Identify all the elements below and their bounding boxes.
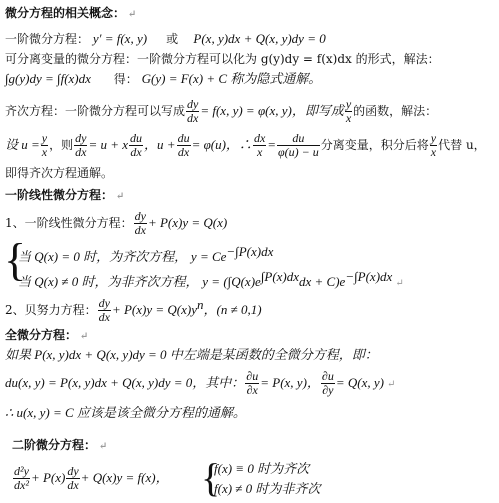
frac-du-dx-2 [177, 132, 191, 159]
homogeneous-conclusion: 即得齐次方程通解。 [5, 166, 114, 180]
set-u-prefix: 设 u = [5, 137, 40, 152]
separable-eq-line [5, 70, 321, 88]
homogeneous-text-start: 齐次方程：一阶微分方程可以写成 [5, 104, 186, 118]
frac-pu-py [321, 370, 335, 397]
exact-line2-eq2: = Q(x, y) [335, 375, 384, 390]
left-brace-icon: { [4, 234, 27, 285]
exact-line2 [5, 368, 395, 400]
linear-case1-exp: −∫P(x)dx [226, 244, 274, 259]
bernoulli-cond: ，(n ≠ 0,1) [203, 302, 262, 317]
exact-title: 全微分方程： [5, 328, 78, 342]
eq-u3: = φ(u)，∴ [191, 137, 252, 152]
second-order-case1 [214, 460, 309, 478]
frac-den: dx [67, 478, 79, 492]
frac-den: dx [98, 310, 110, 324]
frac-dy-dx-5 [66, 465, 79, 492]
frac-num: dy [134, 209, 146, 223]
bernoulli-eq: + P(x)y = Q(x)y [111, 302, 197, 317]
second-order-case2-text: f(x) ≠ 0 时为非齐次 [214, 481, 321, 496]
return-mark-icon: ↵ [99, 441, 108, 452]
frac-den: dx [177, 145, 190, 159]
frac-den: dx [134, 223, 146, 237]
frac-den: ∂y [322, 383, 334, 397]
separable-text: 可分离变量的微分方程：一阶微分方程可以化为 g(y)dy = f(x)dx 的形式，解法： [5, 52, 440, 66]
separable-line [5, 50, 440, 68]
frac-num: ∂u [246, 369, 259, 383]
frac-den: x [345, 111, 352, 125]
return-mark-icon: ↵ [80, 331, 89, 342]
return-mark-icon: ↵ [386, 379, 396, 390]
frac-num: y [41, 131, 48, 145]
eq-u2: ，u + [144, 137, 176, 152]
homogeneous-line [5, 96, 437, 126]
frac-den: dx [75, 145, 87, 159]
exact-line2-eq1: = P(x, y)， [260, 375, 320, 390]
frac-dx-x [253, 132, 266, 159]
return-mark-icon: ↵ [116, 191, 125, 202]
exact-line3 [5, 404, 246, 422]
frac-dy-dx-2 [74, 132, 87, 159]
bernoulli-exp: n [197, 297, 204, 312]
frac-du-dx [129, 132, 143, 159]
frac-den: x [41, 145, 48, 159]
frac-den: dx² [14, 478, 29, 492]
frac-num: y [345, 97, 352, 111]
frac-num: d²y [14, 464, 29, 478]
exact-line3-text: ∴ u(x, y) = C 应该是该全微分方程的通解。 [5, 405, 246, 420]
second-order-eq-mid1: + P(x) [30, 470, 66, 485]
linear-case2: 当 Q(x) ≠ 0 时，为非齐次方程， [18, 274, 199, 289]
linear-case2-sol: y = (∫Q(x)e [202, 274, 261, 289]
frac-den: x [430, 145, 437, 159]
second-order-title: 二阶微分方程： [12, 438, 97, 452]
section-title-second-order [12, 436, 107, 456]
frac-num: dy [98, 296, 110, 310]
frac-num: dy [187, 97, 199, 111]
return-mark-icon: ↵ [128, 9, 137, 20]
linear-case2-exp1: ∫P(x)dx [260, 269, 300, 284]
frac-num: dy [67, 464, 79, 478]
frac-pu-px [245, 370, 259, 397]
frac-du-phi [277, 132, 320, 159]
second-order-eq-mid2: + Q(x)y = f(x)， [80, 470, 169, 485]
frac-y-x-3 [430, 132, 437, 159]
linear-case1-sol: y = Ce [190, 249, 227, 264]
frac-den: ∂x [246, 383, 258, 397]
frac-den: dx [130, 145, 142, 159]
frac-den: x [256, 145, 263, 159]
homogeneous-solution-line [5, 130, 486, 160]
homogeneous-eq-tail: = f(x, y) = φ(x, y)，即写成 [200, 103, 344, 118]
frac-num: du [277, 132, 320, 146]
replace-text: 代替 u， [438, 138, 486, 152]
frac-num: du [130, 131, 143, 145]
linear-case1-line [18, 243, 273, 266]
frac-dy-dx-3 [134, 210, 147, 237]
first-order-eq2: P(x, y)dx + Q(x, y)dy = 0 [193, 31, 326, 46]
bernoulli-label: 2、贝努力方程： [5, 303, 97, 317]
separable-eq: ∫g(y)dy = ∫f(x)dx [5, 71, 91, 86]
homogeneous-conclusion-line [5, 164, 113, 182]
frac-y-x [345, 98, 352, 125]
frac-den: φ(u) − u [278, 145, 319, 159]
frac-num: dx [253, 131, 266, 145]
second-order-case1-text: f(x) ≡ 0 时为齐次 [214, 461, 310, 476]
frac-num: dy [75, 131, 87, 145]
separable-result-prefix: 得： [113, 72, 138, 86]
then-text: ，则 [49, 138, 74, 152]
linear-item1-label: 1、一阶线性微分方程： [5, 216, 133, 230]
frac-dy-dx [186, 98, 199, 125]
first-order-eq1: y′ = f(x, y) [92, 31, 148, 46]
frac-dy-dx-4 [98, 297, 111, 324]
section-title-exact [5, 326, 88, 346]
exact-line1-text: 如果 P(x, y)dx + Q(x, y)dy = 0 中左端是某函数的全微分方程，即： [5, 347, 378, 362]
section-title-linear [5, 186, 124, 206]
frac-num: ∂u [321, 369, 334, 383]
linear-title: 一阶线性微分方程： [5, 188, 114, 202]
linear-item1-line [5, 208, 227, 238]
second-order-brace-icon: { [201, 455, 221, 500]
eq-u1: = u + x [88, 137, 129, 152]
eq-u4: = [267, 137, 277, 152]
exact-line2-start: du(x, y) = P(x, y)dx + Q(x, y)dy = 0，其中： [5, 375, 245, 390]
frac-num: y [430, 131, 437, 145]
frac-num: du [177, 131, 190, 145]
linear-item1-eq: + P(x)y = Q(x) [147, 215, 228, 230]
bernoulli-line [5, 290, 262, 325]
section-title-concepts [5, 4, 136, 24]
first-order-line [5, 30, 326, 48]
exact-line1 [5, 346, 378, 364]
linear-case2-sol2: dx + C)e [299, 274, 346, 289]
first-order-or: 或 [166, 32, 179, 46]
second-order-eq-line [12, 461, 169, 495]
frac-y-x-2 [41, 132, 48, 159]
second-order-case2 [214, 480, 320, 498]
linear-case2-exp2: −∫P(x)dx [345, 269, 393, 284]
homogeneous-text-mid: 的函数，解法： [353, 104, 438, 118]
return-mark-icon: ↵ [395, 278, 404, 289]
first-order-label: 一阶微分方程： [5, 32, 90, 46]
separable-result: G(y) = F(x) + C 称为隐式通解。 [141, 71, 322, 86]
frac-d2y-dx2 [13, 465, 30, 492]
frac-den: dx [187, 111, 199, 125]
title-text: 微分方程的相关概念： [5, 6, 126, 20]
separate-text: 分离变量，积分后将 [320, 138, 429, 152]
linear-case1: 当 Q(x) = 0 时，为齐次方程， [18, 249, 188, 264]
